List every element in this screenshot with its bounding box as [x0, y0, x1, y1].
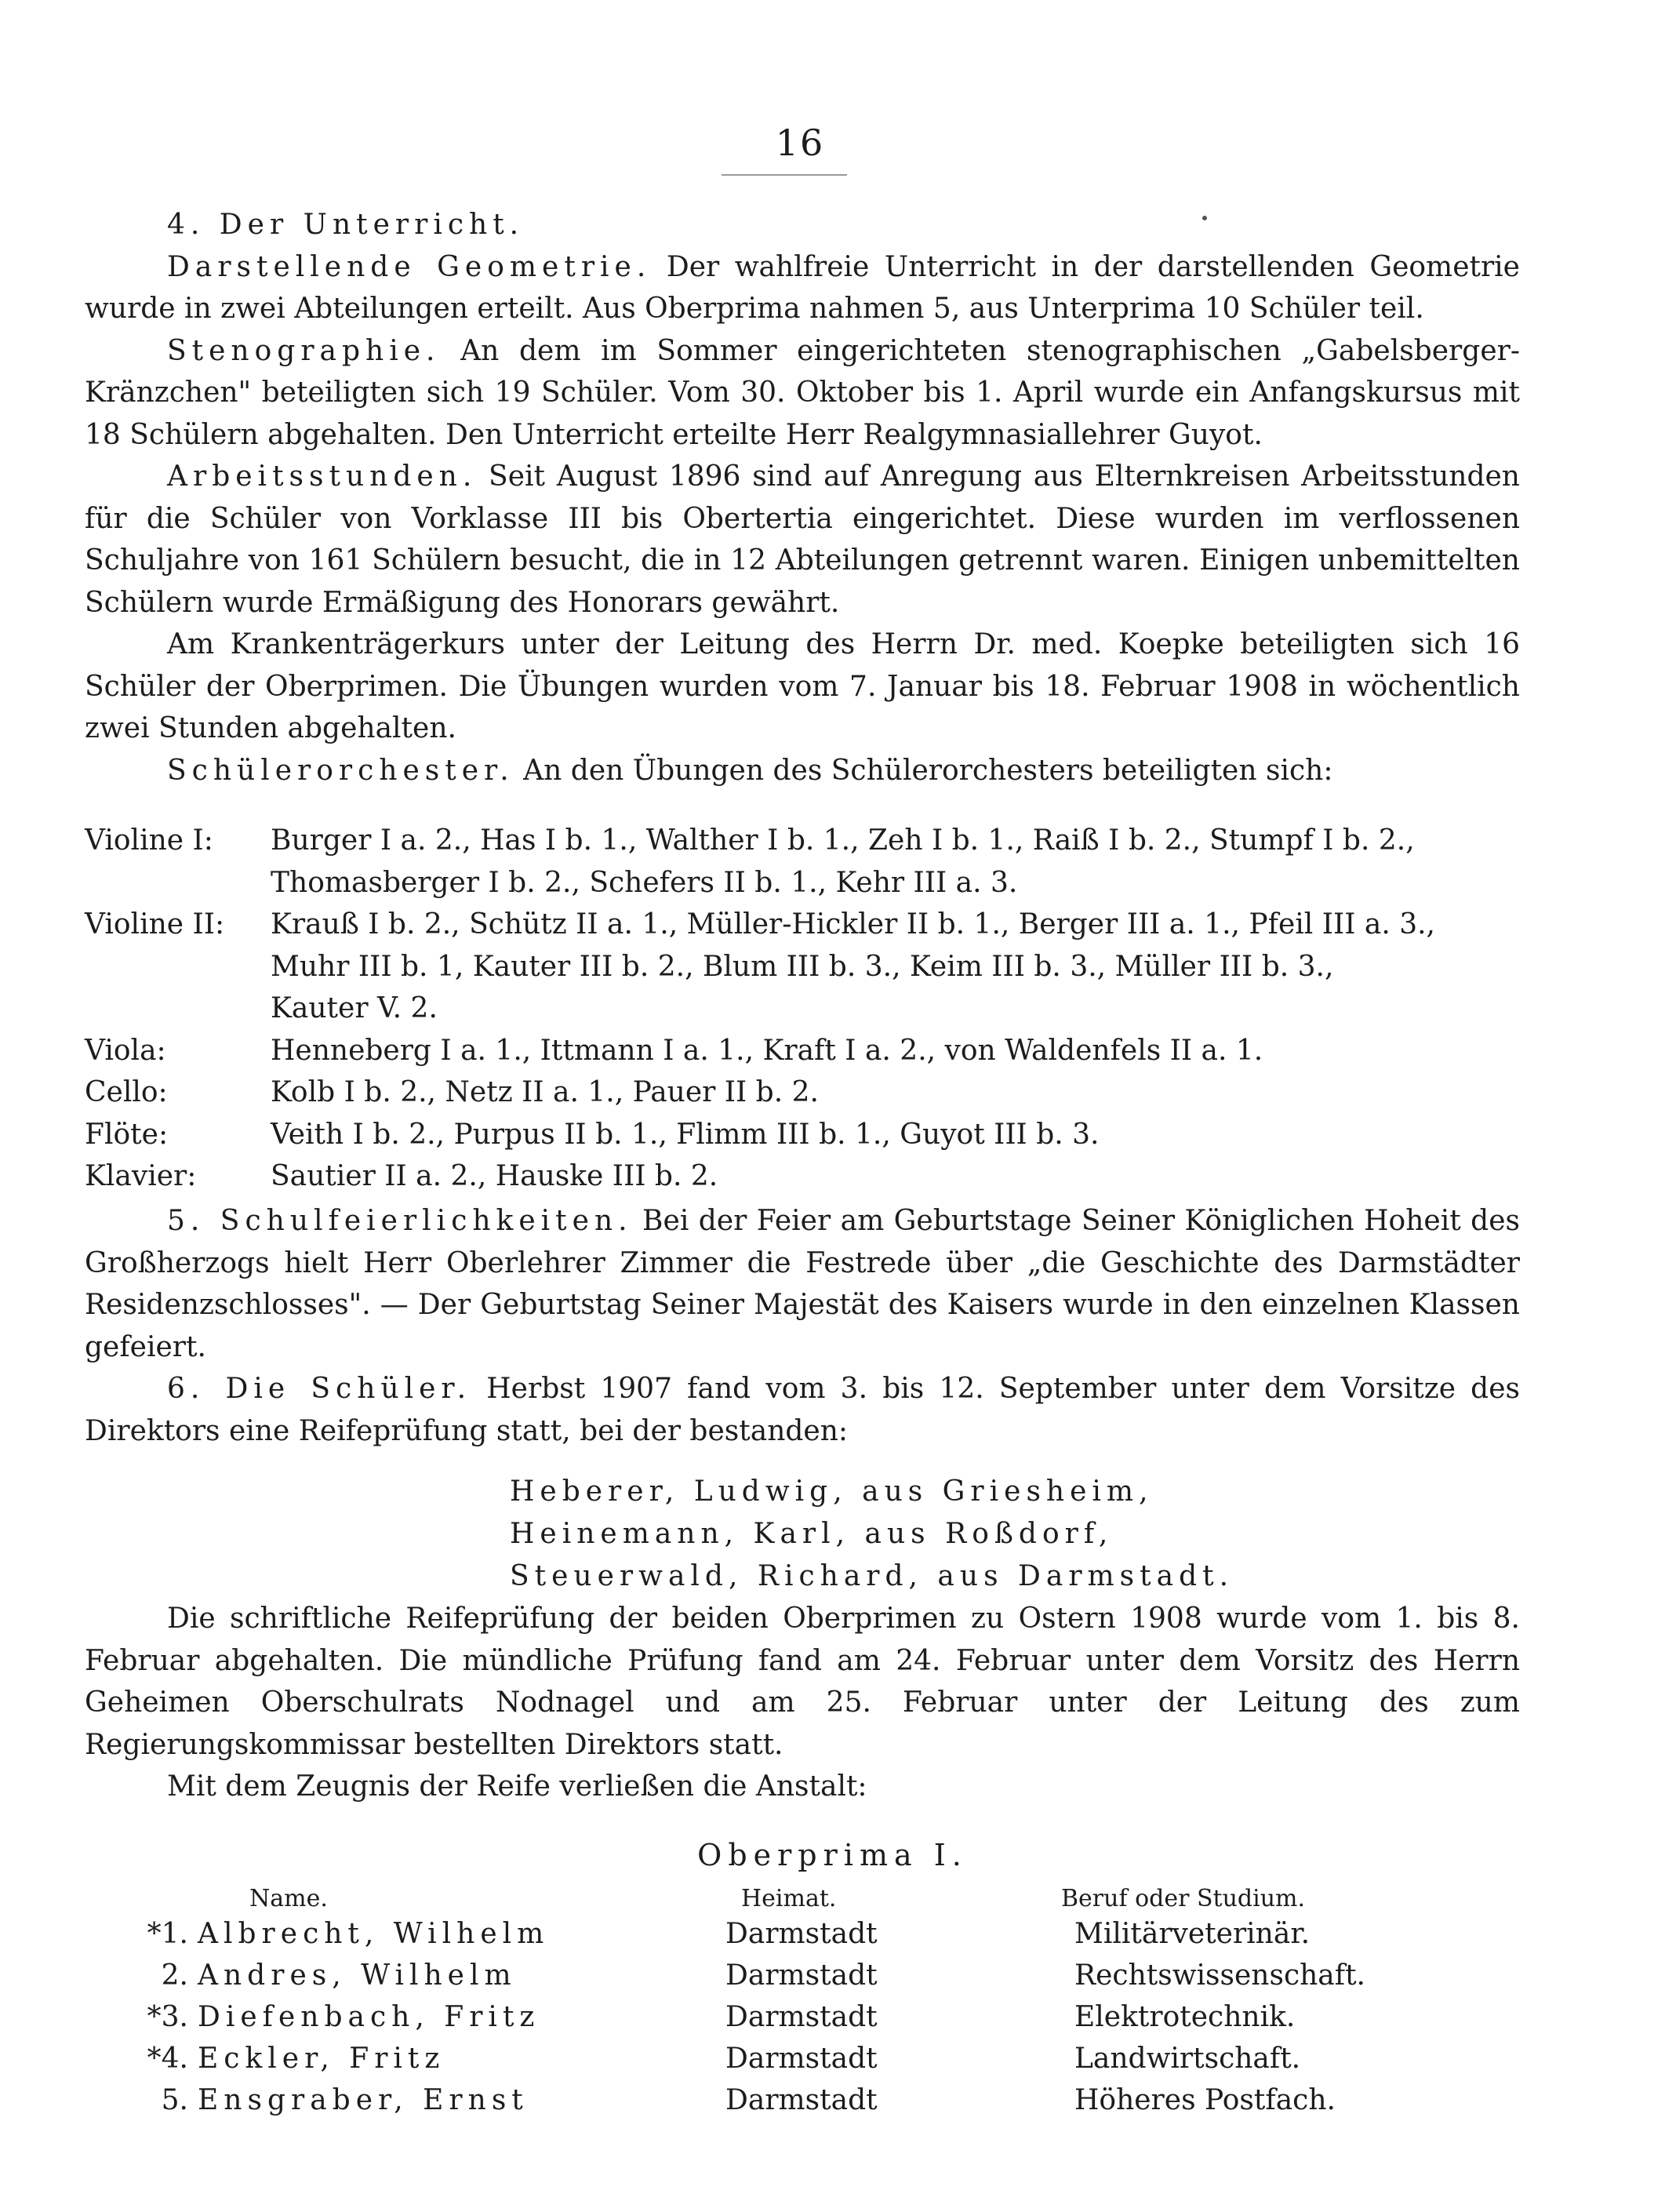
student-home: Darmstadt [725, 1918, 878, 1950]
student-number: 5. [161, 2084, 188, 2116]
student-job: Rechtswissenschaft. [1074, 1959, 1365, 1992]
student-name: Eckler, Fritz [198, 2043, 445, 2075]
players: Burger I a. 2., Has I b. 1., Walther I b. 1., Zeh I b. 1., Raiß I b. 2., Stumpf I b. 2., [271, 824, 1415, 857]
players-continued: Thomasberger I b. 2., Schefers II b. 1., Kehr III a. 3. [271, 866, 1018, 899]
instrument-label: Viola: [85, 1034, 166, 1067]
paragraph-text: An den Übungen des Schülerorchesters beteiligten sich: [514, 754, 1333, 787]
paragraph-lead: 6. Die Schüler. [167, 1373, 472, 1405]
paragraph-lead: 5. Schulfeierlichkeiten. [167, 1205, 633, 1237]
paragraph-arbeitsstunden [85, 456, 1520, 624]
paragraph-lead: Schülerorchester. [167, 754, 514, 787]
paragraph-krankentraeger [85, 624, 1520, 750]
instrument-label: Flöte: [85, 1118, 169, 1151]
paragraph-orchester [85, 750, 1520, 792]
paragraph-reifepruefung: Die schriftliche Reifeprüfung der beiden Oberprimen zu Ostern 1908 wurde vom 1. bis 8. Februar abgehalten. Die mündliche Prüfung fand am 24. Februar unter dem Vorsitz des Herrn Geheimen Oberschulrats Nodnagel und am 25. Februar unter der Leitung des zum Regierungskommissar bestellten Direktors statt. [85, 1603, 1520, 1761]
student-number: 2. [161, 1959, 188, 1992]
student-name: Albrecht, Wilhelm [198, 1918, 550, 1950]
instrument-label: Klavier: [85, 1160, 197, 1192]
players-continued: Muhr III b. 1, Kauter III b. 2., Blum III b. 3., Keim III b. 3., Müller III b. 3., [271, 950, 1334, 983]
student-home: Darmstadt [725, 2084, 878, 2116]
paragraph-feierlichkeiten [85, 1200, 1520, 1368]
class-title: Oberprima I. [697, 1838, 968, 1872]
graduate-entry: Heinemann, Karl, aus Roßdorf, [510, 1518, 1114, 1550]
players: Henneberg I a. 1., Ittmann I a. 1., Kraft I a. 2., von Waldenfels II a. 1. [271, 1034, 1263, 1067]
header-job: Beruf oder Studium. [1061, 1885, 1306, 1912]
body-text-lower [85, 1200, 1520, 1452]
graduate-list [510, 1471, 1234, 1598]
student-name: Diefenbach, Fritz [198, 2001, 540, 2033]
paragraph-text: Der wahlfreie Unterricht in der darstellenden Geometrie wurde in zwei Abteilungen erteilt. Aus Oberprima nahmen 5, aus Unterprima 10 Schüler teil. [85, 250, 1520, 325]
student-job: Militärveterinär. [1074, 1918, 1311, 1950]
orchestra-roster [85, 820, 1520, 1198]
page-number: 16 [775, 122, 825, 164]
table-row [0, 1959, 1665, 2001]
roster-row [85, 1030, 1520, 1072]
student-job: Höheres Postfach. [1074, 2084, 1336, 2116]
players: Kolb I b. 2., Netz II a. 1., Pauer II b. 2. [271, 1076, 819, 1108]
body-text [85, 204, 1520, 791]
roster-row [85, 1114, 1520, 1156]
graduate-entry: Steuerwald, Richard, aus Darmstadt. [510, 1560, 1234, 1592]
student-job: Landwirtschaft. [1074, 2043, 1301, 2075]
paragraph-zeugnis: Mit dem Zeugnis der Reife verließen die Anstalt: [167, 1770, 867, 1803]
paragraph-text: Am Krankenträgerkurs unter der Leitung des Herrn Dr. med. Koepke beteiligten sich 16 Schüler der Oberprimen. Die Übungen wurden vom 7. Januar bis 18. Februar 1908 in wöchentlich zwei Stunden abgehalten. [85, 628, 1520, 744]
header-rule [722, 174, 847, 176]
paragraph-text: An dem im Sommer eingerichteten stenographischen „Gabelsberger-Kränzchen" beteiligten sich 19 Schüler. Vom 30. Oktober bis 1. April wurde ein Anfangskursus mit 18 Schülern abgehalten. Den Unterricht erteilte Herr Realgymnasiallehrer Guyot. [85, 334, 1520, 451]
players: Veith I b. 2., Purpus II b. 1., Flimm III b. 1., Guyot III b. 3. [271, 1118, 1100, 1151]
players: Sautier II a. 2., Hauske III b. 2. [271, 1160, 718, 1192]
student-home: Darmstadt [725, 2043, 878, 2075]
body-text-exam [85, 1598, 1520, 1808]
players-continued: Kauter V. 2. [271, 992, 438, 1024]
student-home: Darmstadt [725, 2001, 878, 2033]
instrument-label: Cello: [85, 1076, 168, 1108]
student-name: Andres, Wilhelm [198, 1959, 517, 1992]
paragraph-text: Seit August 1896 sind auf Anregung aus Elternkreisen Arbeitsstunden für die Schüler von Vorklasse III bis Obertertia eingerichtet. Diese wurden im verflossenen Schuljahre von 161 Schülern besucht, die in 12 Abteilungen getrennt waren. Einigen unbemittelten Schülern wurde Ermäßigung des Honorars gewährt. [85, 460, 1520, 619]
graduate-entry: Heberer, Ludwig, aus Griesheim, [510, 1475, 1154, 1508]
players: Krauß I b. 2., Schütz II a. 1., Müller-Hickler II b. 1., Berger III a. 1., Pfeil III a. 3., [271, 908, 1435, 940]
roster-row [85, 904, 1520, 946]
header-home: Heimat. [741, 1885, 837, 1912]
student-table [0, 1918, 1665, 2126]
table-row [0, 1918, 1665, 1959]
paragraph-schueler [85, 1368, 1520, 1452]
student-name: Ensgraber, Ernst [198, 2084, 529, 2116]
header-name: Name. [249, 1885, 328, 1912]
roster-row [85, 1071, 1520, 1114]
table-header [0, 1885, 1665, 1916]
paragraph-lead: Arbeitsstunden. [167, 460, 478, 493]
section-heading: 4. Der Unterricht. [167, 209, 525, 241]
table-row [0, 2043, 1665, 2084]
paragraph-lead: Darstellende Geometrie. [167, 250, 652, 283]
paragraph-text: Herbst 1907 fand vom 3. bis 12. September unter dem Vorsitze des Direktors eine Reifeprüfung statt, bei der bestanden: [85, 1373, 1520, 1447]
student-number: *4. [147, 2043, 188, 2075]
student-home: Darmstadt [725, 1959, 878, 1992]
paragraph-text: Bei der Feier am Geburtstage Seiner Königlichen Hoheit des Großherzogs hielt Herr Oberlehrer Zimmer die Festrede über „die Geschichte des Darmstädter Residenzschlosses". — Der Geburtstag Seiner Majestät des Kaisers wurde in den einzelnen Klassen gefeiert. [85, 1205, 1520, 1363]
paragraph-geometrie [85, 246, 1520, 330]
instrument-label: Violine I: [85, 824, 213, 857]
table-row [0, 2001, 1665, 2043]
student-number: *1. [147, 1918, 188, 1950]
roster-row [85, 1155, 1520, 1198]
paragraph-lead: Stenographie. [167, 334, 441, 367]
table-row [0, 2084, 1665, 2126]
student-number: *3. [147, 2001, 188, 2033]
student-job: Elektrotechnik. [1074, 2001, 1296, 2033]
paragraph-stenographie [85, 330, 1520, 457]
roster-row [85, 820, 1520, 862]
instrument-label: Violine II: [85, 908, 225, 940]
